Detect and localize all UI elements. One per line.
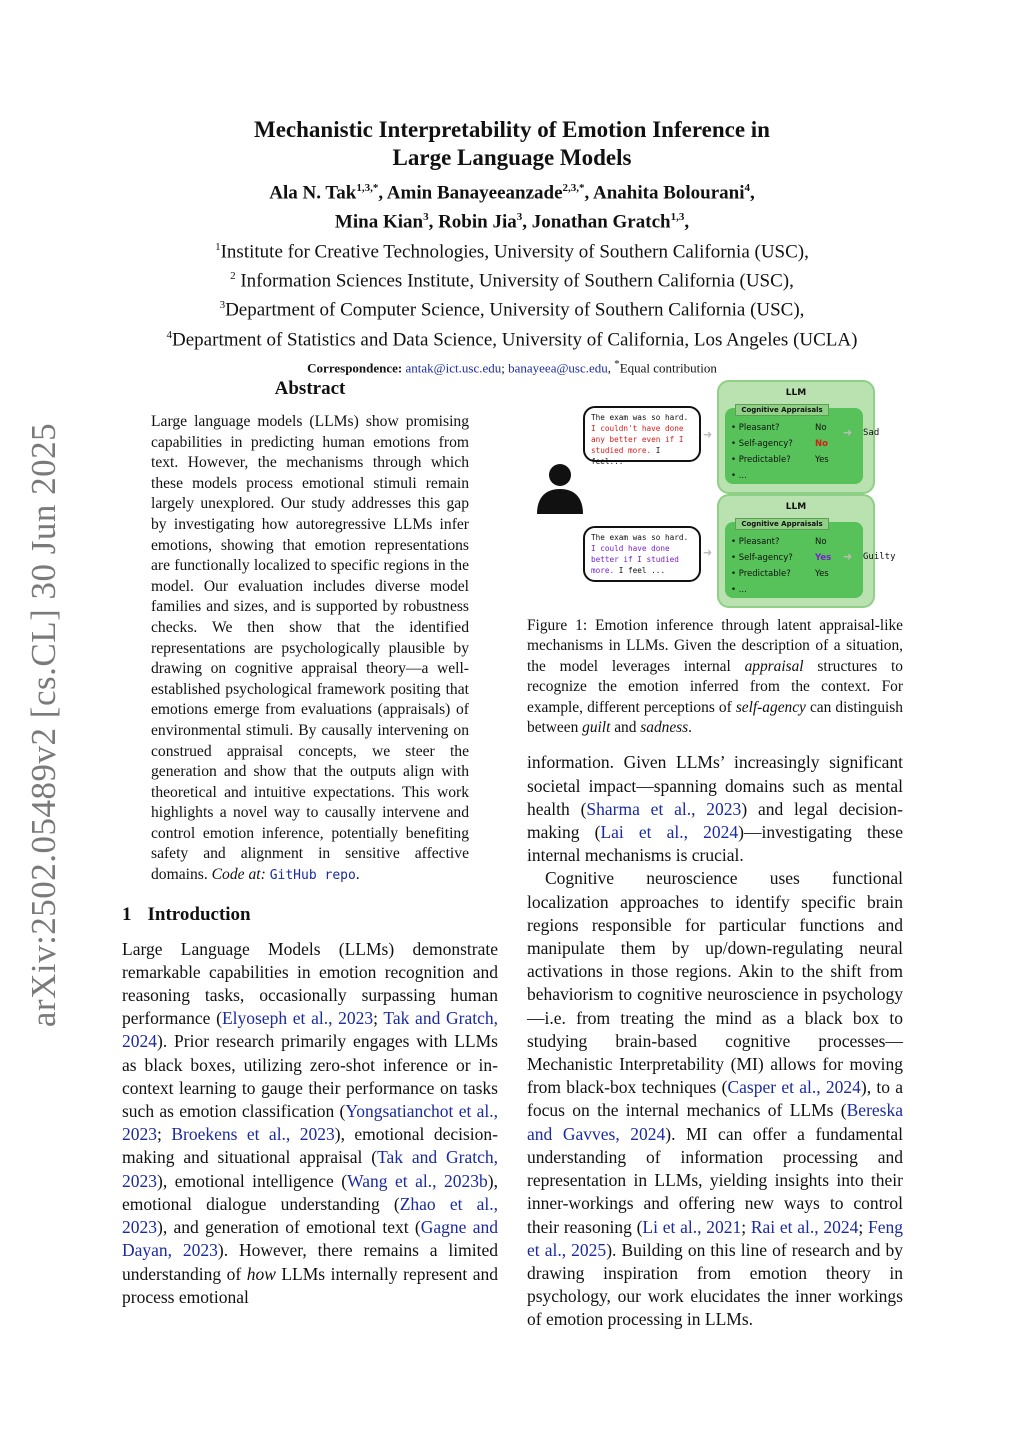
text-run: ). Prior research primarily engages with LLMs as black boxes, utilizing zero-shot inference or in-context learning to gauge their performance on tasks such as emotion classification ( — [122, 1031, 498, 1122]
row-label: ... — [738, 585, 747, 595]
appraisal-rows — [731, 534, 832, 598]
emphasis-text: self-agency — [735, 698, 806, 716]
text-run: ; — [373, 1008, 384, 1029]
bubble-highlight: I could have done better if I studied more. — [591, 544, 679, 575]
text-run: ). However, there remains a limited understanding of — [122, 1240, 498, 1284]
correspondence-line: Correspondence: antak@ict.usc.edu; banayeea@usc.edu, *Equal contribution — [307, 357, 717, 376]
appraisal-row: • Self-agency? No — [731, 436, 793, 452]
row-value: Yes — [815, 455, 829, 465]
text-run: ), emotional dialogue understanding ( — [122, 1170, 498, 1214]
bubble-highlight: I couldn't have done any better even if I studied more. — [591, 424, 684, 455]
text-run: LLMs internally represent and process emotional — [122, 1263, 498, 1307]
code-end: . — [355, 866, 360, 884]
text-run: Large Language Models (LLMs) demonstrate remarkable capabilities in emotion recognition and reasoning tasks, occasionally surpassing human performance ( — [122, 938, 498, 1029]
appraisal-row: • ... — [731, 471, 747, 481]
emphasis-text: appraisal — [744, 657, 804, 675]
text-run: . — [688, 719, 693, 737]
author-sup: 4 — [744, 182, 751, 194]
text-run: Cognitive neuroscience uses functional localization approaches to identify specific brain regions responsible for particular functions and manipulate them by up/down-regulating neural activations in those regions. Akin to the shift from behaviorism to cognitive neuroscience in psychology—i.e. from treating the mind as a black box to studying brain-based cognitive processes—Mechanistic Interpretability (MI) allows for moving from black-box techniques ( — [527, 868, 903, 1098]
intro-paragraph-2 — [527, 751, 903, 867]
github-repo-link[interactable]: GitHub repo — [269, 868, 356, 884]
text-run: ), emotional decision-making and situational appraisal ( — [122, 1124, 498, 1168]
text-run: Figure 1: Emotion inference through latent appraisal-like mechanisms in LLMs. Given the description of a situation, the model leverages internal — [527, 617, 903, 675]
emphasis-text: how — [246, 1263, 276, 1284]
row-value: No — [815, 537, 827, 547]
author-name: Amin Banayeeanzade — [386, 182, 563, 204]
paper-header — [100, 116, 924, 376]
appraisal-row: • Self-agency? Yes — [731, 550, 793, 566]
citation-link[interactable]: Gagne and Dayan, 2023 — [122, 1217, 498, 1261]
emphasis-text: sadness — [640, 719, 689, 737]
author-sup: 3 — [423, 211, 429, 224]
section-number: 1 — [122, 903, 132, 925]
affil-text: Department of Computer Science, University of Southern California (USC), — [225, 299, 805, 321]
figure-caption — [527, 616, 903, 738]
llm-label: LLM — [785, 388, 807, 398]
author-sup: 2,3,* — [562, 182, 585, 194]
code-label: Code at: — [211, 866, 266, 884]
row-label: Predictable? — [738, 455, 791, 465]
appraisal-row: • Predictable? Yes — [731, 566, 793, 582]
bubble-prefix: The exam was so hard. — [591, 533, 689, 542]
citation-link[interactable]: Lai et al., 2024 — [600, 822, 739, 843]
author-name: Mina Kian — [334, 211, 424, 233]
row-value: Yes — [815, 553, 832, 563]
text-run: information. Given LLMs’ increasingly significant societal impact—spanning domains such as mental health ( — [527, 752, 903, 819]
affiliation — [100, 293, 924, 322]
text-run: ). Building on this line of research and by drawing inspiration from emotion theory in psychology, our work elucidates the inner workings of emotion processing in LLMs. — [527, 1239, 903, 1330]
author-name: Robin Jia — [438, 211, 517, 233]
figure-1 — [527, 378, 903, 604]
output-emotion-guilty: Guilty — [863, 552, 896, 562]
title-line-2: Large Language Models — [392, 145, 632, 170]
row-value: No — [815, 423, 827, 433]
appraisal-row: • Pleasant? No — [731, 420, 793, 436]
email-link-tak[interactable]: antak@ict.usc.edu — [405, 360, 502, 376]
affil-text: Information Sciences Institute, University of Southern California (USC), — [235, 270, 794, 292]
correspondence-label: Correspondence: — [307, 360, 403, 376]
left-column — [122, 378, 498, 1309]
section-title: Introduction — [147, 903, 251, 925]
bubble-suffix: I feel ... — [614, 566, 666, 575]
citation-link[interactable]: Wang et al., 2023b — [347, 1170, 488, 1191]
author-name: Jonathan Gratch — [531, 211, 671, 233]
arxiv-id: arXiv:2502.05489v2 [cs.CL] 30 Jun 2025 — [24, 422, 63, 1028]
row-value: No — [815, 439, 828, 449]
appraisal-row: • ... — [731, 585, 747, 595]
text-run: structures to recognize the emotion inferred from the context. For example, different perceptions of — [527, 657, 903, 716]
arrow-right-icon: ➜ — [843, 550, 853, 563]
citation-link[interactable]: Sharma et al., 2023 — [586, 798, 742, 819]
abstract-body — [151, 412, 469, 887]
person-icon — [535, 462, 585, 514]
row-label: Predictable? — [738, 569, 791, 579]
equal-mark: * — [614, 357, 620, 370]
text-run: ). MI can offer a fundamental understanding of information processing and representation in LLMs, yielding insights into their inner-workings and offering new ways to control their reasoning ( — [527, 1123, 903, 1237]
row-label: Pleasant? — [738, 423, 780, 433]
citation-link[interactable]: Li et al., 2021 — [642, 1216, 742, 1237]
citation-link[interactable]: Zhao et al., 2023 — [122, 1193, 499, 1238]
arrow-right-icon: ➜ — [703, 428, 713, 441]
text-run: and — [610, 719, 641, 737]
citation-link[interactable]: Rai et al., 2024 — [750, 1216, 859, 1237]
author-sup: 3 — [516, 211, 523, 224]
text-run: ), emotional intelligence ( — [157, 1170, 348, 1191]
text-run: can distinguish between — [527, 698, 903, 737]
text-run: ), and generation of emotional text ( — [157, 1217, 421, 1238]
appraisals-label: Cognitive Appraisals — [735, 518, 829, 530]
affil-sup: 2 — [230, 269, 236, 282]
speech-bubble-guilty — [583, 526, 701, 582]
speech-bubble-sad — [583, 406, 701, 466]
emphasis-text: guilt — [582, 719, 611, 737]
citation-link[interactable]: Feng et al., 2025 — [527, 1216, 903, 1260]
affiliation — [100, 235, 924, 264]
citation-link[interactable]: Yongsatianchot et al., 2023 — [122, 1101, 498, 1145]
arxiv-sidebar — [14, 420, 74, 1030]
appraisal-row: • Predictable? Yes — [731, 452, 793, 468]
appraisal-box — [725, 408, 863, 484]
citation-link[interactable]: Tak and Gratch, 2023 — [122, 1147, 499, 1191]
affiliation — [100, 323, 924, 352]
title-line-1: Mechanistic Interpretability of Emotion Inference in — [254, 117, 770, 142]
appraisal-rows — [731, 420, 829, 484]
intro-paragraph-1 — [122, 938, 498, 1309]
section-heading — [122, 904, 498, 926]
llm-label: LLM — [785, 502, 807, 512]
output-emotion-sad: Sad — [863, 428, 880, 438]
author-line-1: Ala N. Tak$^{1,3,*}$, Amin Banayeeanzade$^{2,3,*}$, Anahita Bolourani$^4$, — [269, 182, 755, 204]
affil-text: Institute for Creative Technologies, University of Southern California (USC), — [220, 240, 809, 262]
affiliation — [100, 264, 924, 293]
text-run: ; — [157, 1124, 172, 1145]
paper-title — [100, 116, 924, 172]
author-line-2: Mina Kian$^3$, Robin Jia$^3$, Jonathan Gratch$^{1,3}$, — [334, 211, 690, 233]
citation-link[interactable]: Bereska and Gavves, 2024 — [527, 1100, 903, 1144]
row-label: Self-agency? — [738, 553, 793, 563]
citation-link[interactable]: Elyoseph et al., 2023 — [221, 1008, 374, 1029]
citation-link[interactable]: Casper et al., 2024 — [727, 1077, 861, 1098]
affil-text: Department of Statistics and Data Science, University of California, Los Angeles (UCLA) — [172, 328, 858, 350]
arrow-right-icon: ➜ — [843, 426, 853, 439]
author-sup: 1,3,* — [356, 182, 379, 194]
author-sup: 1,3 — [670, 211, 685, 224]
abstract-title: Abstract — [274, 378, 346, 399]
citation-link[interactable]: Broekens et al., 2023 — [171, 1124, 335, 1145]
arrow-right-icon: ➜ — [703, 546, 713, 559]
text-run: ), to a focus on the internal mechanics of LLMs ( — [527, 1077, 904, 1121]
text-run: )—investigating these internal mechanisms is crucial. — [527, 822, 903, 866]
row-label: ... — [738, 471, 747, 481]
affil-sup: 1 — [215, 240, 221, 253]
appraisals-label: Cognitive Appraisals — [735, 404, 829, 416]
intro-paragraph-3 — [527, 867, 903, 1331]
email-link-banayeea[interactable]: banayeea@usc.edu — [508, 360, 608, 376]
row-label: Pleasant? — [738, 537, 780, 547]
affil-sup: 3 — [219, 299, 226, 312]
bubble-prefix: The exam was so hard. — [591, 413, 689, 422]
appraisal-row: • Pleasant? No — [731, 534, 793, 550]
abstract-text: Large language models (LLMs) show promising capabilities in predicting human emotions from text. However, the mechanisms through which these models process emotional stimuli remain largely unexplored. Our study addresses this gap by investigating how autoregressive LLMs infer emotions, showing that emotion representations are functionally localized to specific regions in the model. Our evaluation includes diverse model families and sizes, and is supported by robustness checks. We then show that the identified representations are psychologically plausible by drawing on cognitive appraisal theory—a well-established psychological framework positing that emotions emerge from evaluations (appraisals) of environmental stimuli. By causally intervening on construed appraisal concepts, we steer the generation and show that the outputs align with theoretical and intuitive expectations. This work highlights a novel way to causally intervene and control emotion inference, potentially benefiting safety and alignment in sensitive affective domains. — [151, 413, 469, 884]
text-run: ) and legal decision-making ( — [527, 798, 903, 843]
author-name: Anahita Bolourani — [593, 182, 745, 204]
bubble-suffix: I feel... — [591, 446, 661, 466]
citation-link[interactable]: Tak and Gratch, 2024 — [122, 1008, 498, 1052]
row-label: Self-agency? — [738, 439, 793, 449]
row-value: Yes — [815, 569, 829, 579]
text-run: ; — [741, 1216, 751, 1237]
text-run: ; — [858, 1216, 868, 1237]
author-list — [100, 176, 924, 235]
equal-contribution: Equal contribution — [619, 360, 717, 376]
right-column — [527, 378, 903, 1332]
author-name: Ala N. Tak — [269, 182, 357, 204]
affil-sup: 4 — [166, 328, 173, 341]
